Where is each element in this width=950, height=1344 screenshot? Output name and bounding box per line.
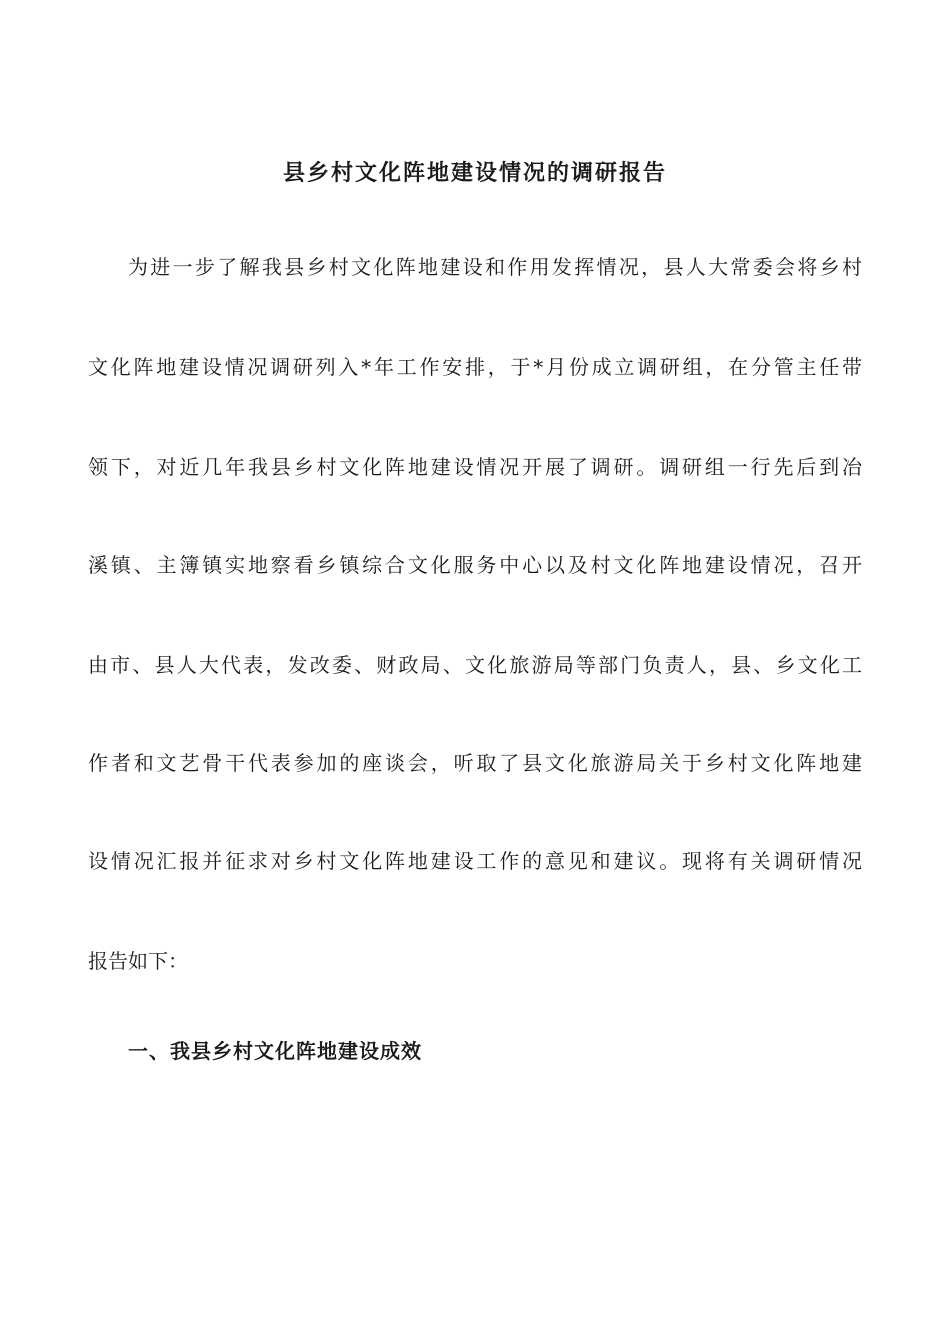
paragraph-line: 由市、县人大代表，发改委、财政局、文化旅游局等部门负责人，县、乡文化工: [88, 653, 862, 677]
paragraph-line: 设情况汇报并征求对乡村文化阵地建设工作的意见和建议。现将有关调研情况: [88, 849, 862, 873]
paragraph-line: 文化阵地建设情况调研列入*年工作安排，于*月份成立调研组，在分管主任带: [88, 355, 862, 379]
paragraph-line: 溪镇、主簿镇实地察看乡镇综合文化服务中心以及村文化阵地建设情况，召开: [88, 553, 862, 577]
paragraph-line: 领下，对近几年我县乡村文化阵地建设情况开展了调研。调研组一行先后到冶: [88, 455, 862, 479]
paragraph-line: 作者和文艺骨干代表参加的座谈会，听取了县文化旅游局关于乡村文化阵地建: [88, 751, 862, 775]
document-title: 县乡村文化阵地建设情况的调研报告: [282, 161, 667, 186]
paragraph-line: 报告如下：: [88, 949, 188, 973]
paragraph-line: 为进一步了解我县乡村文化阵地建设和作用发挥情况，县人大常委会将乡村: [128, 255, 862, 279]
section-heading: 一、我县乡村文化阵地建设成效: [128, 1039, 422, 1063]
